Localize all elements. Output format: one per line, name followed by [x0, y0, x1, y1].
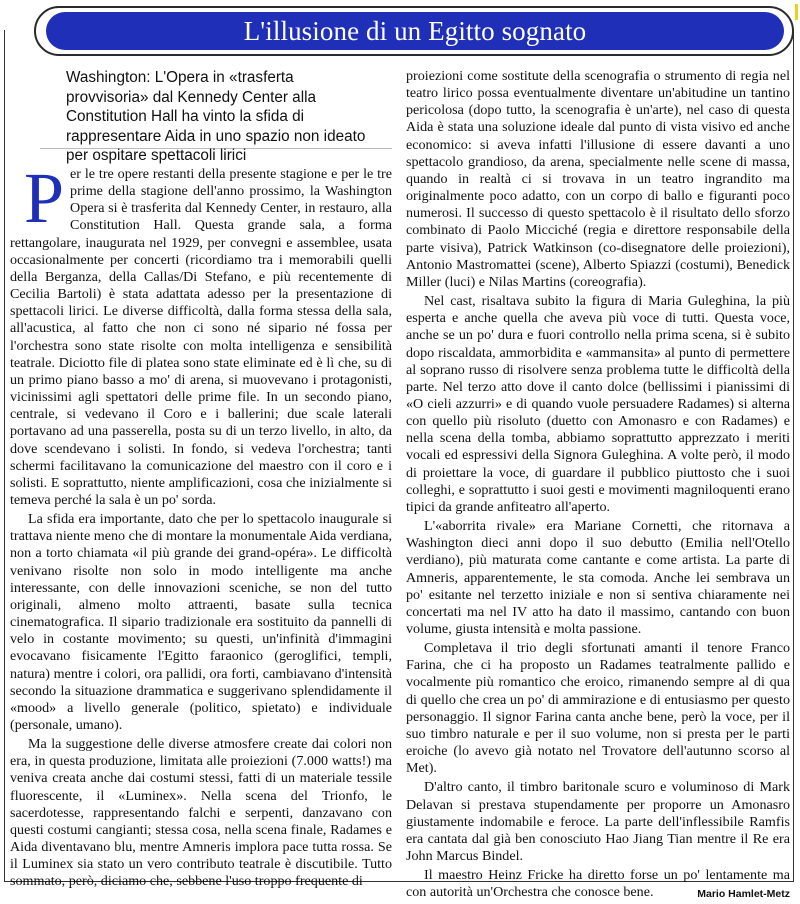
paragraph-8: D'altro canto, il timbro baritonale scuro e voluminoso di Mark Delavan si prestava stupendamente per proporre un Amonasro giustamente indomabile e feroce. La parte dell'inflessibile Ramfis era cantata dal già ben conosciuto Hao Jiang Tian mentre il Re era John Marcus Bindel. — [406, 779, 790, 865]
title-banner — [34, 6, 794, 56]
byline: Mario Hamlet-Metz — [697, 888, 790, 901]
paragraph-9-text: Il maestro Heinz Fricke ha diretto forse un po' lentamente ma con autorità un'Orchestra che conosce bene. — [406, 867, 790, 901]
article-title: L'illusione di un Egitto sognato — [243, 15, 587, 46]
paragraph-1 — [10, 158, 392, 509]
left-column — [10, 158, 392, 891]
paragraph-3: Ma la suggestione delle diverse atmosfere create dai colori non era, in questa produzione, limitata alle proiezioni (7.000 watts!) ma veniva creata anche dai costumi stessi, fatti di un materiale tessile fluorescente, il «Luminex». Nella scena del Trionfo, le sacerdotesse, rappresentando falchi e serpenti, danzavano con questi costumi cangianti; stessa cosa, nella scena finale, Radames e Aida diventavano blu, mentre Amneris implora pace tutta rossa. Se il Luminex sia stato un vero contributo teatrale è discutibile. Tutto sommato, però, diciamo che, sebbene l'uso troppo frequente di — [10, 736, 392, 890]
right-column — [406, 68, 790, 904]
paragraph-7: Completava il trio degli sfortunati amanti il tenore Franco Farina, che ci ha proposto un Radames teatralmente pallido e vocalmente più romantico che eroico, rimanendo sempre al di qua di quello che crea un po' di ammirazione e di entusiasmo per questo personaggio. Il signor Farina canta anche bene, però la voce, per il suo timbro naturale e per il suo volume, non si presta per le parti eroiche (lo avevo già notato nel Trovatore dell'autunno scorso al Met). — [406, 640, 790, 777]
corner-mark — [795, 4, 798, 20]
paragraph-9 — [406, 867, 790, 901]
drop-cap: P — [24, 158, 65, 238]
paragraph-4: proiezioni come sostitute della scenografia o strumento di regia nel teatro lirico possa eventualmente diventare un'abitudine un tantino pericolosa (dopo tutto, la scenografia è un'arte), nel caso di questa Aida è stata una soluzione ideale dal punto di vista visivo ed anche economico: si aveva infatti l'illusione di essere davanti a uno spettacolo grandioso, da arena, specialmente nelle scene di massa, quando in realtà ci si trovava in un teatro ingrandito ma originalmente poco adatto, con un corpo di ballo e figuranti poco numerosi. Il successo di questo spettacolo è il risultato dello sforzo combinato di Paolo Micciché (regia e direttore responsabile della parte visiva), Patrick Watkinson (co-disegnatore delle proiezioni), Antonio Mastromattei (scene), Alberto Spiazzi (costumi), Benedick Miller (luci) e Nilas Martins (coreografia). — [406, 68, 790, 290]
paragraph-5: Nel cast, risaltava subito la figura di Maria Guleghina, la più esperta e anche quella che aveva più voce di tutti. Questa voce, anche se un po' dura e fuori controllo nella prima scena, si è subito dopo riscaldata, ammorbidita e «ammansita» al punto di permettere al soprano russo di risolvere senza problema tutte le difficoltà della parte. Nel terzo atto dove il canto dolce (bellissimi i pianissimi di «O cieli azzurri» e di quando vuole persuadere Radames) si alterna con quello più risoluto (duetto con Amonasro e con Radames) e nella scena della tomba, abbiamo soprattutto apprezzato i meriti vocali ed espressivi della Signora Guleghina. A volte però, il modo di proiettare la voce, di guardare il pubblico piuttosto che i suoi colleghi, e soprattutto i suoi gesti e movimenti magniloquenti erano tipici da grande anfiteatro all'aperto. — [406, 293, 790, 515]
paragraph-2: La sfida era importante, dato che per lo spettacolo inaugurale si trattava niente meno che di montare la monumentale Aida verdiana, non a torto chiamata «il più grande dei grand-opéra». Le difficoltà venivano risolte non solo in modo intelligente ma anche interessante, con delle innovazioni sceniche, se non del tutto originali, almeno molto attraenti, basate sulla tecnica cinematografica. Il sipario tradizionale era sostituito da pannelli di velo in costante movimento; su questi, un'infinità d'immagini evocavano fisicamente l'Egitto faraonico (geroglifici, templi, natura) mentre i colori, ora pallidi, ora forti, cambiavano d'intensità secondo la situazione drammatica e suggerivano splendidamente il «mood» a livello generale (politico, spietato) e individuale (personale, umano). — [10, 511, 392, 733]
paragraph-6: L'«aborrita rivale» era Mariane Cornetti, che ritornava a Washington dieci anni dopo il suo debutto (Emilia nell'Otello verdiano), più maturata come cantante e come artista. La parte di Amneris, apparentemente, le sta comoda. Anche lei sembrava un po' esitante nel terzetto iniziale e non si sentiva chiaramente nei concertati ma nel IV atto ha dato il massimo, cantando con buon volume, giusta intensità e molta passione. — [406, 518, 790, 637]
paragraph-1-text: er le tre opere restanti della presente stagione e per le tre prime della stagione dell'anno prossimo, la Washington Opera si è trasferita dal Kennedy Center, in restauro, alla Constitution Hall. Questa grande sala, a forma rettangolare, inaugurata nel 1929, per convegni e assemblee, usata occasionalmente per concerti (ricordiamo tra i memorabili quelli della Berganza, della Callas/Di Stefano, e più recentemente di Cecilia Bartoli) è stata adattata adesso per la presentazione di spettacoli lirici. Le diverse difficoltà, dalla forma stessa della sala, all'acustica, al fatto che non ci sono né sipario né fossa per l'orchestra sono state risolte con molta intelligenza e sensibilità teatrale. Diciotto file di platea sono state eliminate ed è lì che, su di un primo piano basso a mo' di arena, si muovevano i protagonisti, vicinissimi agli spettatori delle prime file. In un secondo piano, centrale, si vedevano il Coro e i ballerini; due scale laterali portavano ad una passerella, posta su di un terzo livello, in alto, da dove scendevano i solisti. In fondo, si vedeva l'orchestra; tanti schermi facilitavano la comunicazione del maestro con il coro e i solisti. E soprattutto, niente amplificazioni, cosa che inizialmente si temeva perché la sala è un po' sorda. — [10, 166, 392, 508]
title-pill — [46, 12, 784, 50]
article-lead: Washington: L'Opera in «trasferta provvisoria» dal Kennedy Center alla Constitution Hall ha vinto la sfida di rappresentare Aida in uno spazio non ideato per ospitare spettacoli lirici — [66, 69, 366, 164]
